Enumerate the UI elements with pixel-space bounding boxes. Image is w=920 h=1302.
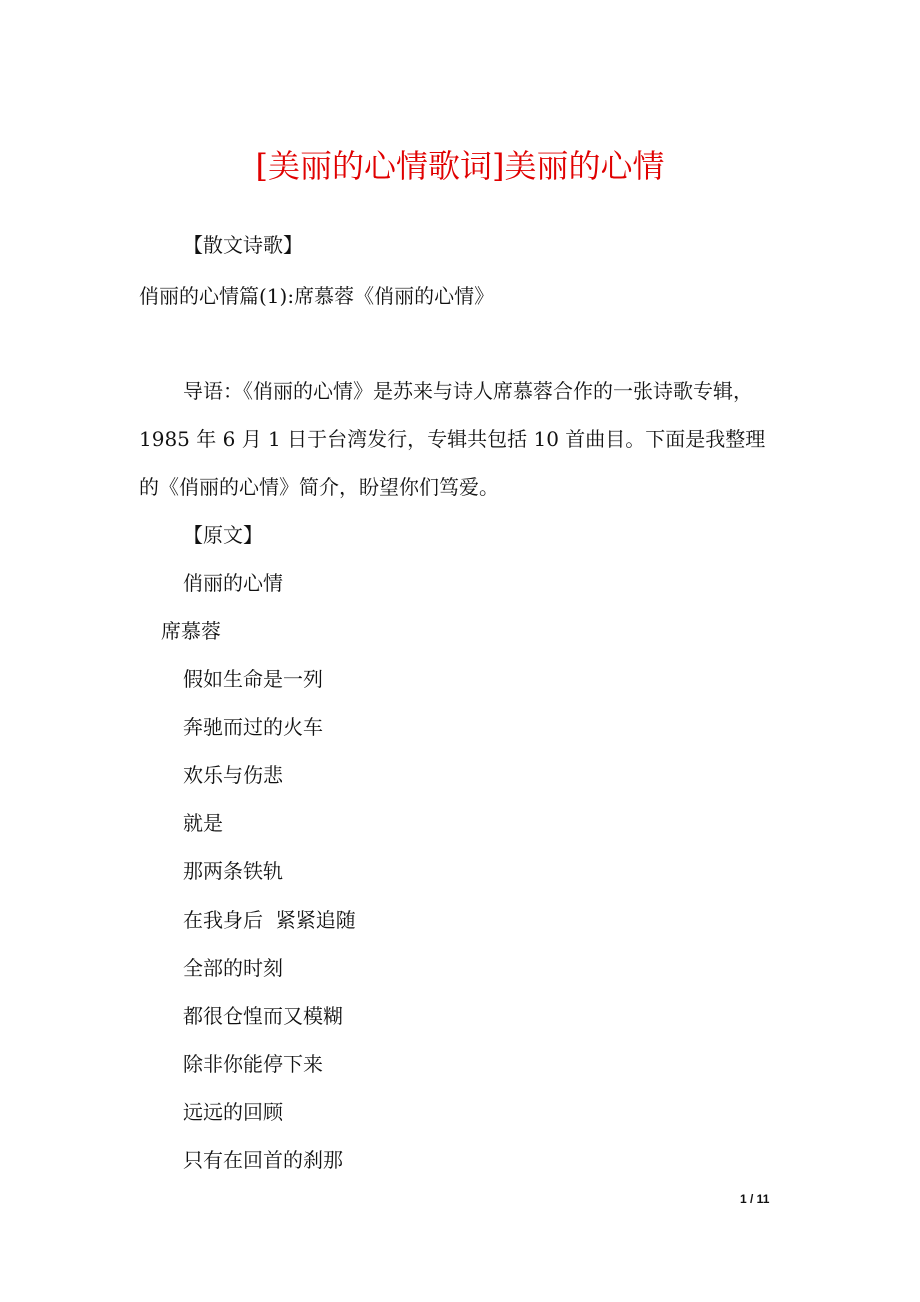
poem-line: 远远的回顾 xyxy=(183,1100,283,1124)
original-text-tag: 【原文】 xyxy=(183,523,263,547)
page-number: 1 / 11 xyxy=(740,1192,770,1206)
poem-line: 假如生命是一列 xyxy=(183,667,323,691)
intro-line-1: 导语：《俏丽的心情》是苏来与诗人席慕蓉合作的一张诗歌专辑， xyxy=(183,379,753,403)
poem-line: 在我身后 紧紧追随 xyxy=(183,908,356,932)
poem-line: 那两条铁轨 xyxy=(183,859,283,883)
poem-line: 只有在回首的刹那 xyxy=(183,1148,343,1172)
poem-title: 俏丽的心情 xyxy=(183,571,283,595)
document-title: [美丽的心情歌词]美丽的心情 xyxy=(255,147,665,185)
poem-line: 除非你能停下来 xyxy=(183,1052,323,1076)
poem-author: 席慕蓉 xyxy=(161,619,221,643)
poem-line: 都很仓惶而又模糊 xyxy=(183,1004,343,1028)
poem-line: 全部的时刻 xyxy=(183,956,283,980)
intro-line-2: 1985 年 6 月 1 日于台湾发行，专辑共包括 10 首曲目。下面是我整理 xyxy=(139,427,766,451)
poem-line: 欢乐与伤悲 xyxy=(183,763,283,787)
intro-line-3: 的《俏丽的心情》简介，盼望你们笃爱。 xyxy=(139,475,499,499)
category-tag: 【散文诗歌】 xyxy=(183,233,303,257)
poem-line: 奔驰而过的火车 xyxy=(183,715,323,739)
document-subtitle: 俏丽的心情篇(1):席慕蓉《俏丽的心情》 xyxy=(139,284,495,308)
poem-line: 就是 xyxy=(183,811,223,835)
